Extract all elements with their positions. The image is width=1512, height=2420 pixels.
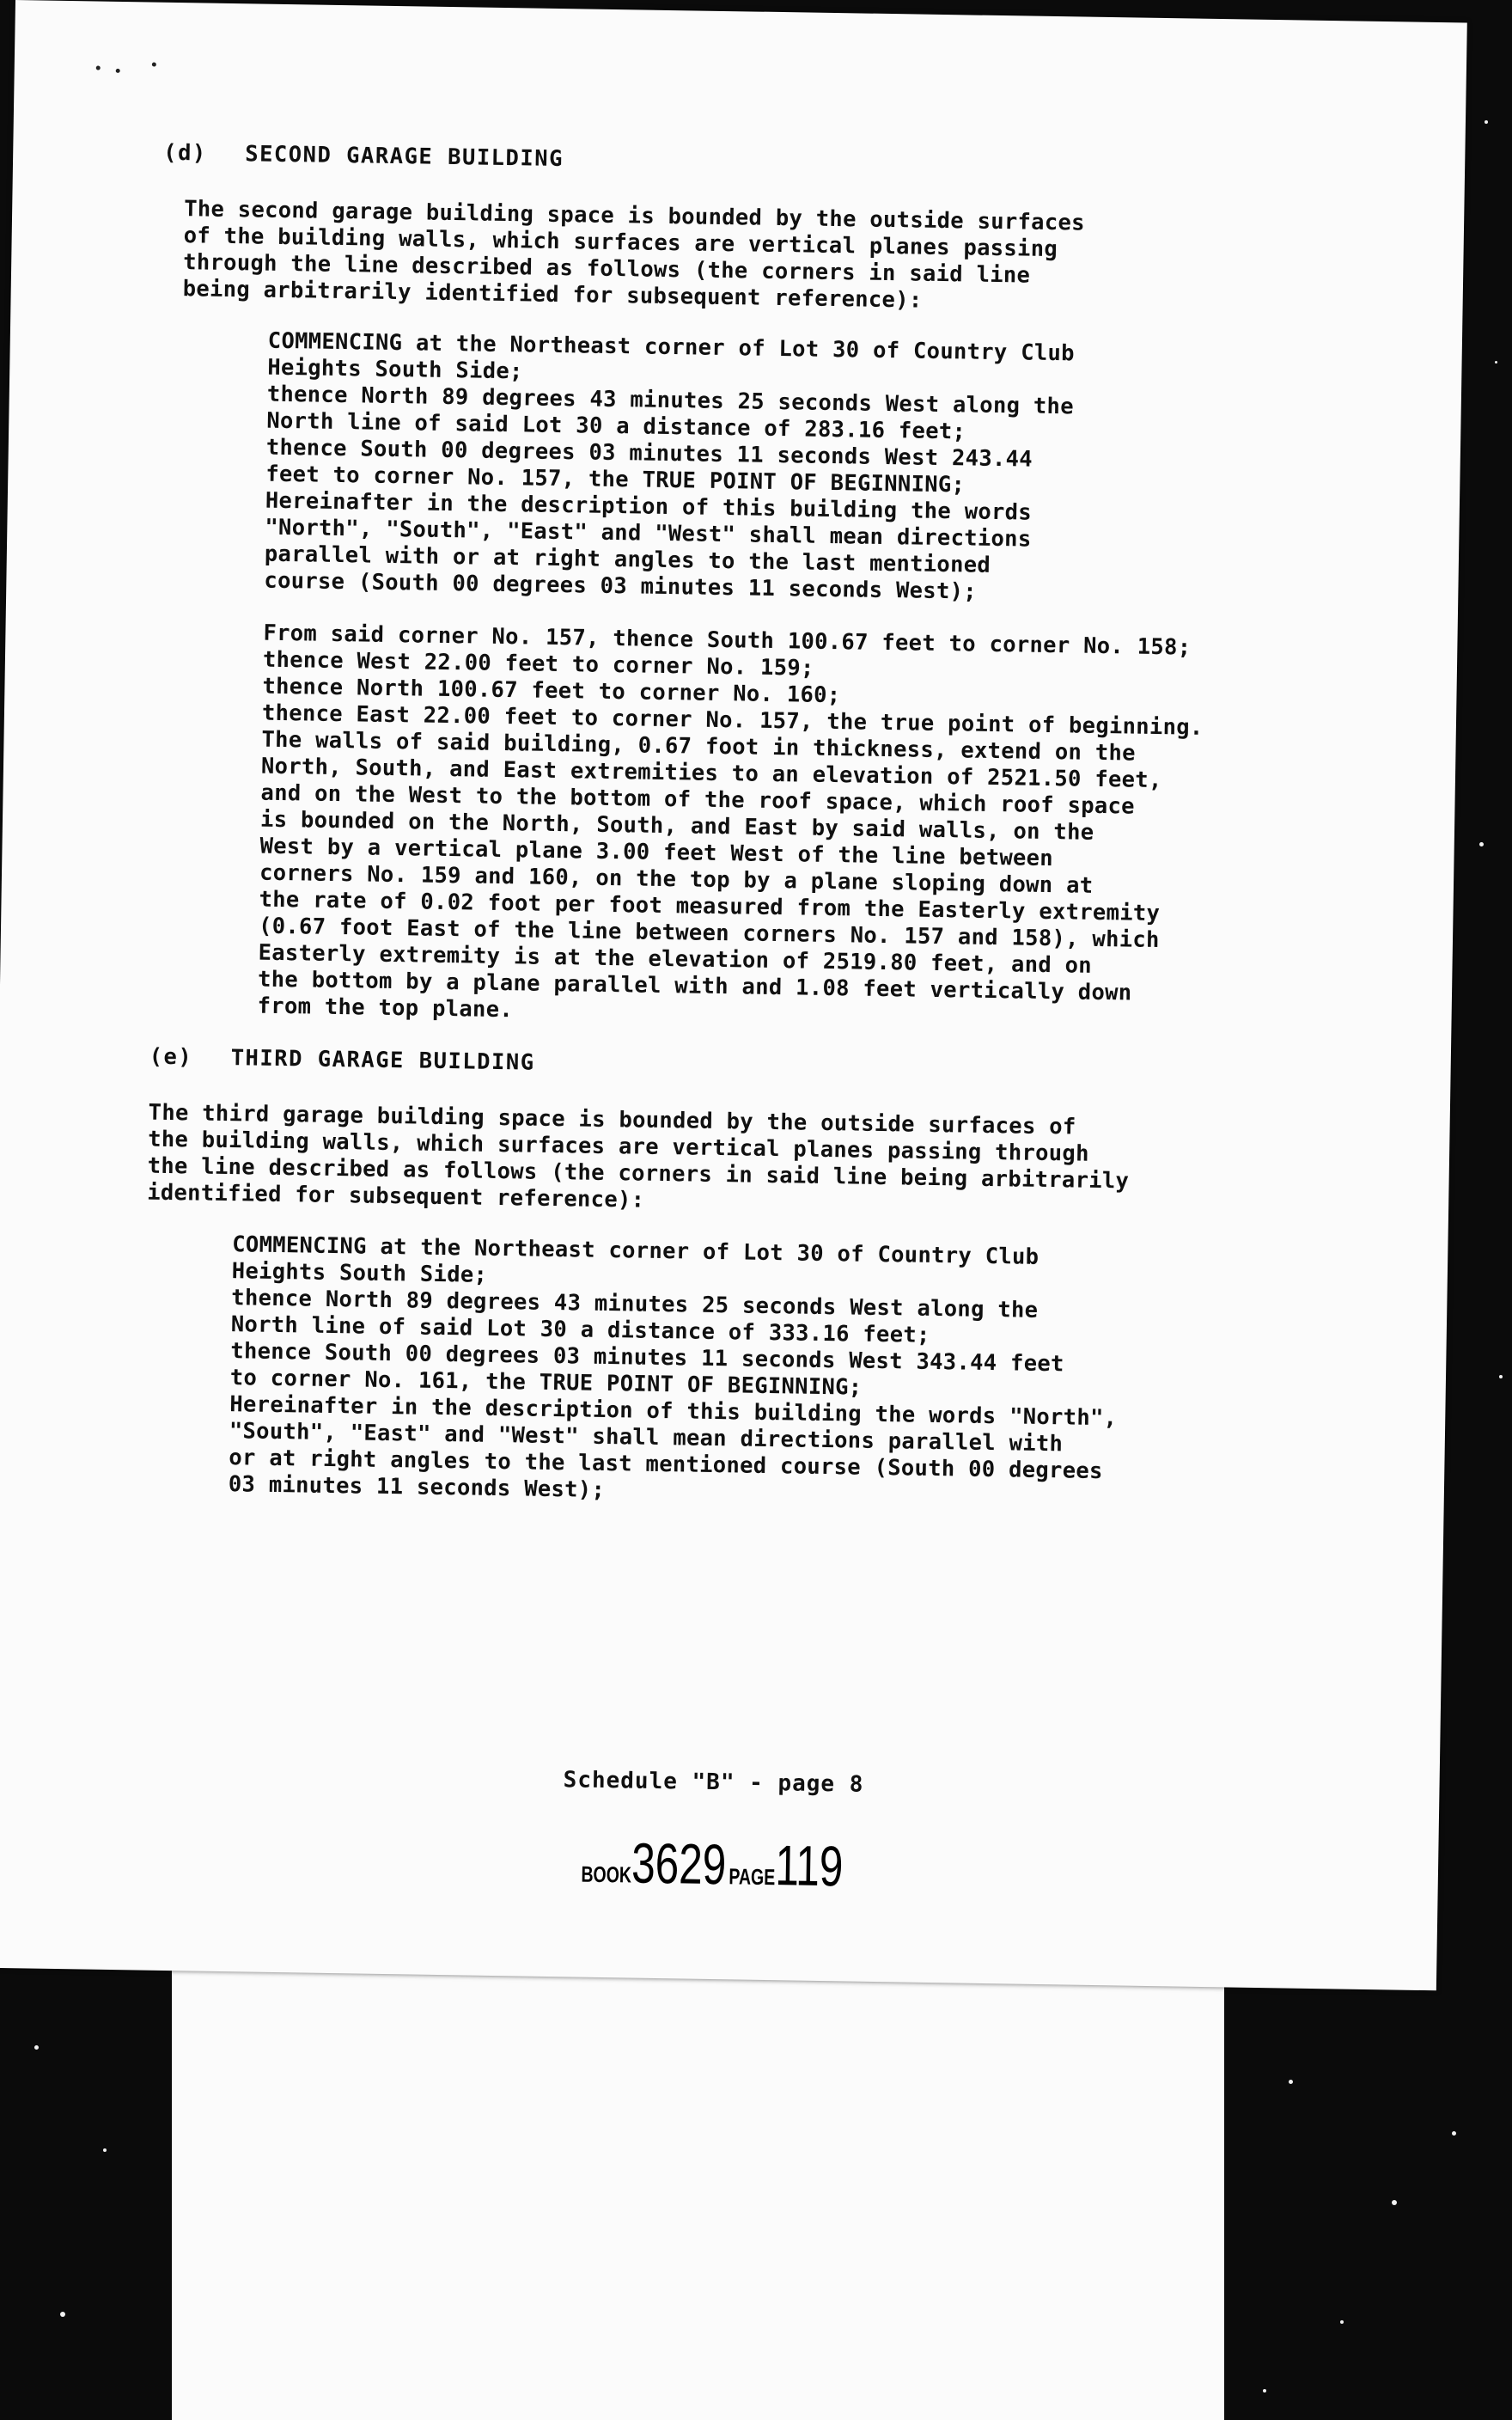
recording-stamp: [168, 1823, 1258, 1905]
page-number: 119: [774, 1833, 844, 1898]
intro-paragraph: The second garage building space is bounded by the outside surfaces of the building walls, which surfaces are vertical planes passing through the line described as follows (the corners in said line being arbitrarily identified for subsequent reference):: [182, 196, 1086, 314]
intro-paragraph: The third garage building space is bounded by the outside surfaces of the building walls, which surfaces are vertical planes passing through the line described as follows (the corners in said line being arbitrarily identified for subsequent reference):: [146, 1099, 1130, 1213]
book-label: BOOK: [581, 1861, 632, 1888]
punch-dot: [96, 65, 101, 70]
page-label: PAGE: [729, 1863, 776, 1891]
description-paragraph: From said corner No. 157, thence South 100.67 feet to corner No. 158; thence West 22.00 feet to corner No. 159; thence North 100.67 feet to corner No. 160; thence East 22.00 feet to corner No. 157, the true point of beginning. The walls of said building, 0.67 foot in thickness, extend on the North, South, and East extremities to an elevation of 2521.50 feet, and on the West to the bottom of the roof space, which roof space is bounded on the North, South, and East by said walls, on the West by a vertical plane 3.00 feet West of the line between corners No. 159 and 160, on the top by a plane sloping down at the rate of 0.02 foot per foot measured from the Easterly extremity (0.67 foot East of the line between corners No. 157 and 158), which Easterly extremity is at the elevation of 2519.80 feet, and on the bottom by a plane parallel with and 1.08 feet vertically down from the top plane.: [257, 620, 1204, 1024]
section-title: THIRD GARAGE BUILDING: [230, 1045, 535, 1076]
schedule-footer: Schedule "B" - page 8: [563, 1767, 864, 1798]
book-number: 3629: [631, 1830, 727, 1897]
commencing-paragraph: COMMENCING at the Northeast corner of Lot 30 of Country Club Heights South Side; thence North 89 degrees 43 minutes 25 seconds West along the North line of said Lot 30 a distance of 333.16 feet; thence South 00 degrees 03 minutes 11 seconds West 343.44 feet to corner No. 161, the TRUE POINT OF BEGINNING; Hereinafter in the description of this building the words "North", "South", "East" and "West" shall mean directions parallel with or at right angles to the last mentioned course (South 00 degrees 03 minutes 11 seconds West);: [228, 1231, 1118, 1503]
section-letter: (d): [162, 139, 208, 167]
punch-dot: [152, 63, 156, 67]
section-e: [143, 1044, 1438, 1517]
section-heading: [163, 140, 1452, 187]
punch-dot: [116, 69, 120, 73]
section-d: [149, 140, 1452, 1038]
section-title: SECOND GARAGE BUILDING: [244, 141, 564, 173]
section-letter: (e): [149, 1043, 193, 1071]
section-heading: [149, 1044, 1437, 1091]
commencing-paragraph: COMMENCING at the Northeast corner of Lot 30 of Country Club Heights South Side; thence North 89 degrees 43 minutes 25 seconds West along the North line of said Lot 30 a distance of 283.16 feet; thence South 00 degrees 03 minutes 11 seconds West 243.44 feet to corner No. 157, the TRUE POINT OF BEGINNING; Hereinafter in the description of this building the words "North", "South", "East" and "West" shall mean directions parallel with or at right angles to the last mentioned course (South 00 degrees 03 minutes 11 seconds West);: [264, 327, 1076, 605]
lower-sheet: [172, 1934, 1224, 2420]
document-body: [142, 140, 1452, 1543]
